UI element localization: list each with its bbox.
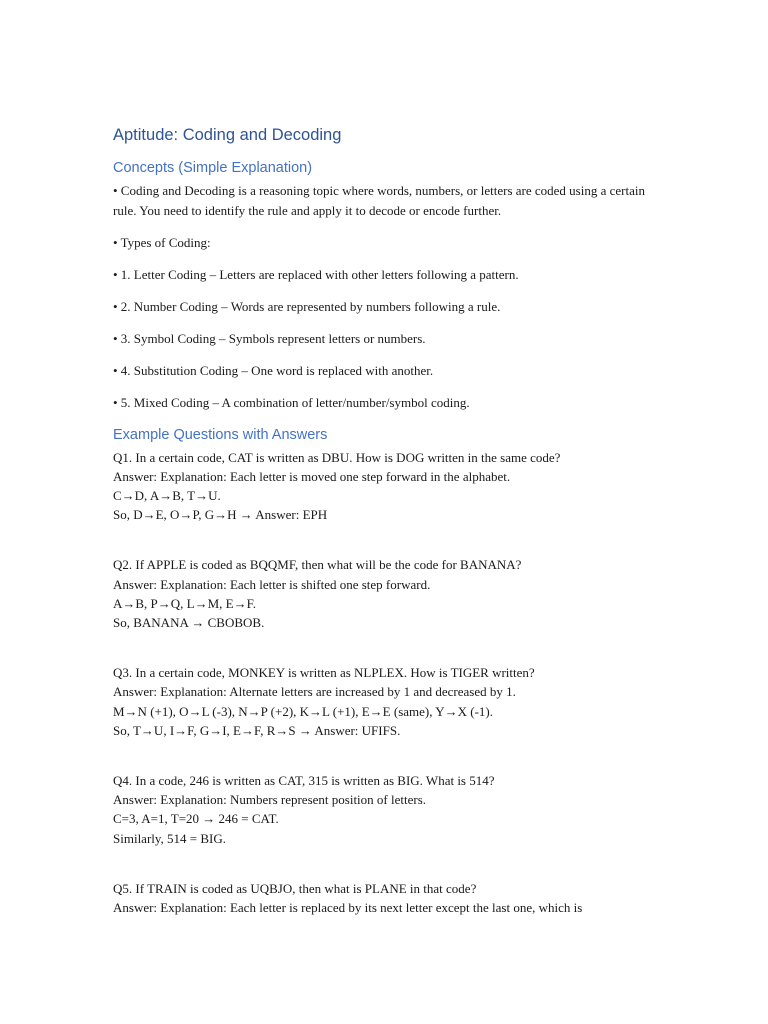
question-text: Q3. In a certain code, MONKEY is written as NLPLEX. How is TIGER written?: [113, 665, 535, 681]
concepts-section: [113, 181, 658, 412]
concepts-heading: Concepts (Simple Explanation): [113, 160, 313, 176]
answer-result: So, D→E, O→P, G→H → Answer: EPH: [113, 507, 328, 523]
answer-mapping: A→B, P→Q, L→M, E→F.: [113, 595, 257, 611]
question-block-q5: [113, 879, 658, 917]
answer-explanation: Answer: Explanation: Each letter is replaced by its next letter except the last one, which is: [113, 899, 583, 915]
concept-paragraph-intro: • Coding and Decoding is a reasoning topic where words, numbers, or letters are coded using a certain rule. You need to identify the rule and apply it to decode or encode further.: [113, 183, 645, 218]
answer-explanation: Answer: Explanation: Each letter is moved one step forward in the alphabet.: [113, 468, 511, 484]
question-text: Q5. If TRAIN is coded as UQBJO, then what is PLANE in that code?: [113, 880, 477, 896]
question-block-q3: [113, 663, 658, 740]
document-title: Aptitude: Coding and Decoding: [113, 126, 342, 144]
question-text: Q1. In a certain code, CAT is written as DBU. How is DOG written in the same code?: [113, 449, 561, 465]
concept-paragraph-number-coding: • 2. Number Coding – Words are represented by numbers following a rule.: [113, 298, 501, 314]
concept-paragraph-symbol-coding: • 3. Symbol Coding – Symbols represent letters or numbers.: [113, 330, 426, 346]
document-page: [113, 124, 658, 948]
question-block-q4: [113, 771, 658, 848]
answer-mapping: C=3, A=1, T=20 → 246 = CAT.: [113, 811, 279, 827]
answer-explanation: Answer: Explanation: Alternate letters are increased by 1 and decreased by 1.: [113, 684, 516, 700]
answer-explanation: Answer: Explanation: Numbers represent position of letters.: [113, 792, 427, 808]
answer-mapping: C→D, A→B, T→U.: [113, 487, 221, 503]
answer-explanation: Answer: Explanation: Each letter is shifted one step forward.: [113, 576, 431, 592]
examples-section: [113, 448, 658, 918]
question-text: Q2. If APPLE is coded as BQQMF, then what will be the code for BANANA?: [113, 557, 522, 573]
answer-result: Similarly, 514 = BIG.: [113, 830, 227, 846]
question-block-q2: [113, 555, 658, 632]
concept-paragraph-mixed-coding: • 5. Mixed Coding – A combination of letter/number/symbol coding.: [113, 394, 470, 410]
concept-paragraph-letter-coding: • 1. Letter Coding – Letters are replaced with other letters following a pattern.: [113, 266, 519, 282]
concept-paragraph-types: • Types of Coding:: [113, 234, 211, 250]
concept-paragraph-substitution-coding: • 4. Substitution Coding – One word is replaced with another.: [113, 362, 434, 378]
question-text: Q4. In a code, 246 is written as CAT, 315 is written as BIG. What is 514?: [113, 772, 495, 788]
examples-heading: Example Questions with Answers: [113, 426, 328, 443]
answer-result: So, BANANA → CBOBOB.: [113, 614, 265, 630]
answer-mapping: M→N (+1), O→L (-3), N→P (+2), K→L (+1), E→E (same), Y→X (-1).: [113, 703, 494, 719]
answer-result: So, T→U, I→F, G→I, E→F, R→S → Answer: UFIFS.: [113, 722, 401, 738]
question-block-q1: [113, 448, 658, 525]
